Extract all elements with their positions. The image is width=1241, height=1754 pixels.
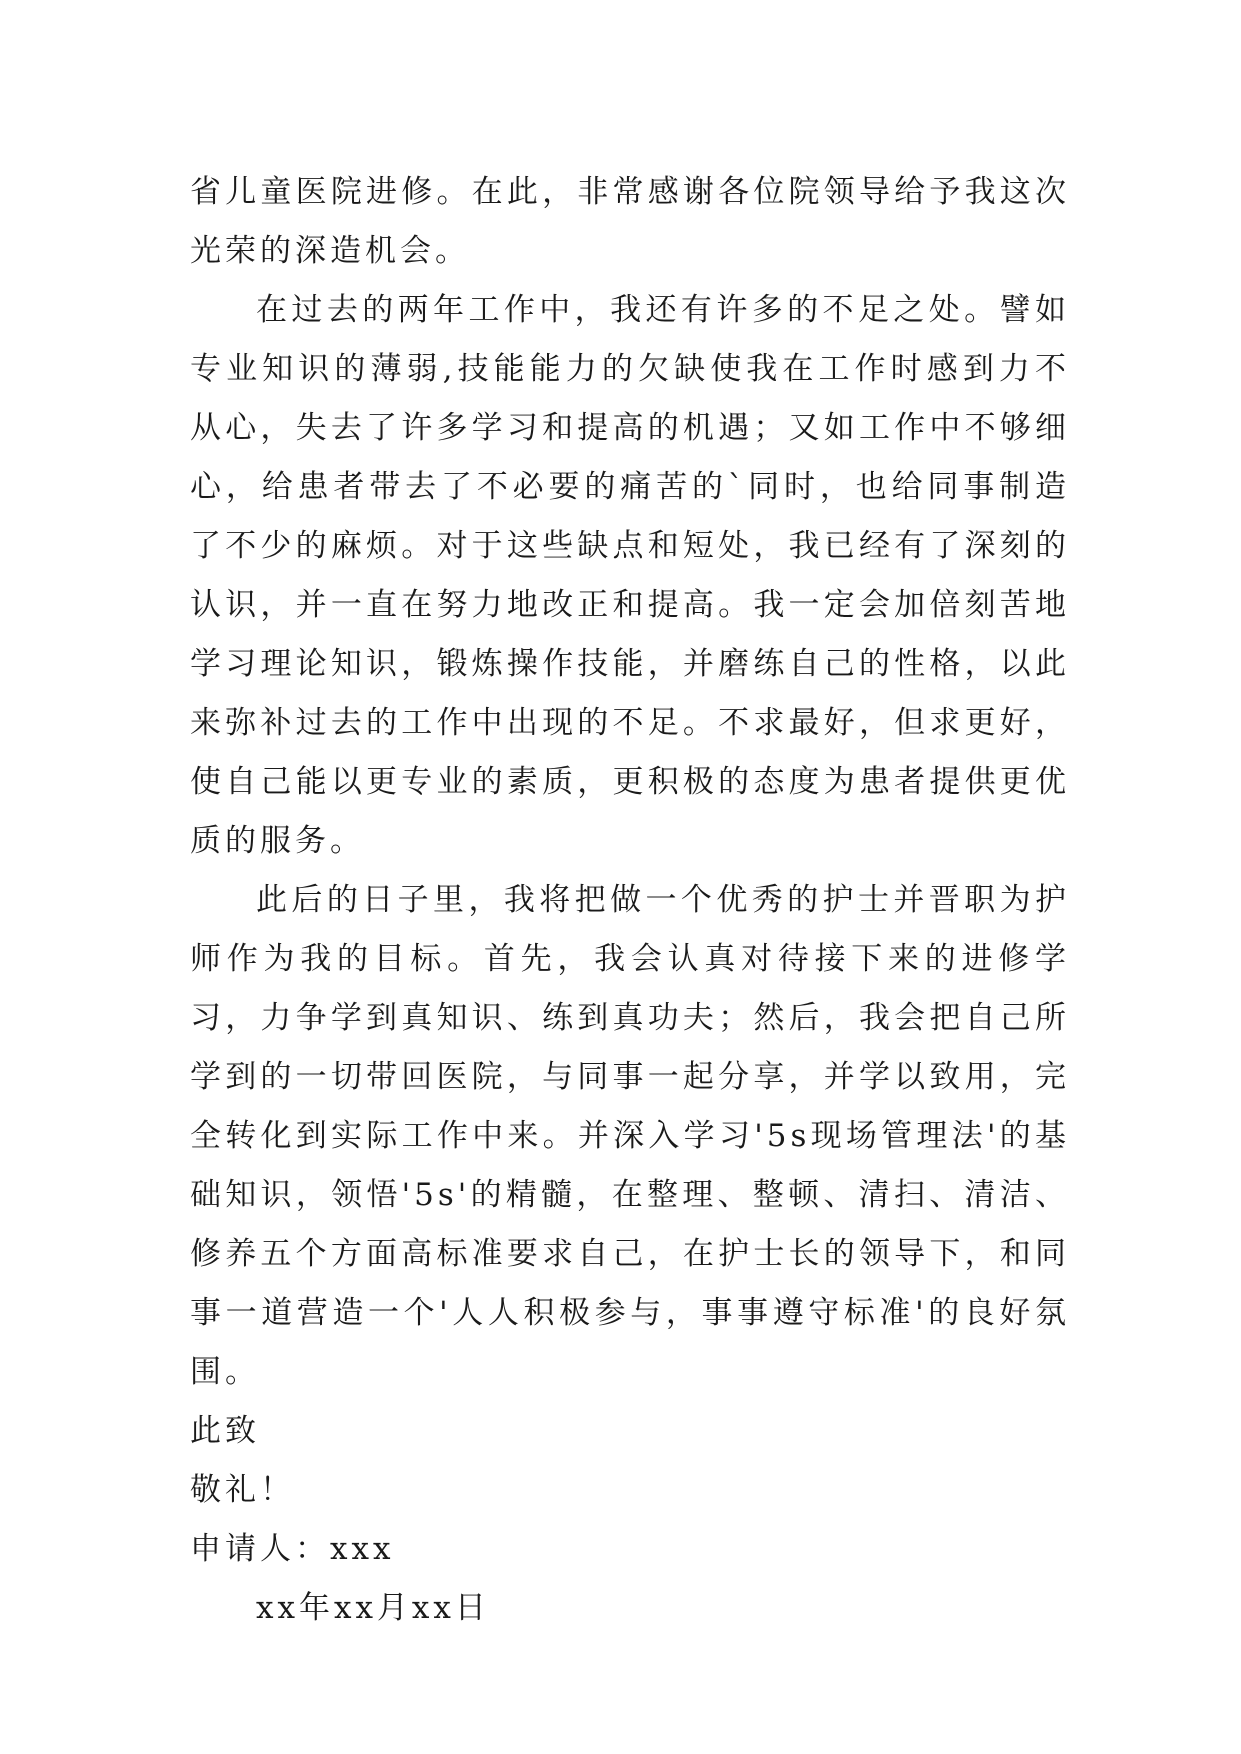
letter-body xyxy=(190,163,1070,1638)
paragraph-intro-continued: 省儿童医院进修。在此，非常感谢各位院领导给予我这次光荣的深造机会。 xyxy=(190,174,1070,269)
applicant-signature: 申请人：xxx xyxy=(190,1531,395,1567)
closing-salutation: 此致 xyxy=(190,1413,260,1449)
paragraph-goals: 此后的日子里，我将把做一个优秀的护士并晋职为护师作为我的目标。首先，我会认真对待接下来的进修学习，力争学到真知识、练到真功夫；然后，我会把自己所学到的一切带回医院，与同事一起分享，并学以致用，完全转化到实际工作中来。并深入学习'5s现场管理法'的基础知识，领悟'5s'的精髓，在整理、整顿、清扫、清洁、修养五个方面高标准要求自己，在护士长的领导下，和同事一道营造一个'人人积极参与，事事遵守标准'的良好氛围。 xyxy=(190,882,1070,1390)
closing-regards: 敬礼！ xyxy=(190,1472,295,1508)
letter-date: xx年xx月xx日 xyxy=(256,1590,490,1626)
paragraph-shortcomings: 在过去的两年工作中，我还有许多的不足之处。譬如专业知识的薄弱,技能能力的欠缺使我在工作时感到力不从心，失去了许多学习和提高的机遇；又如工作中不够细心，给患者带去了不必要的痛苦的`同时，也给同事制造了不少的麻烦。对于这些缺点和短处，我已经有了深刻的认识，并一直在努力地改正和提高。我一定会加倍刻苦地学习理论知识，锻炼操作技能，并磨练自己的性格，以此来弥补过去的工作中出现的不足。不求最好，但求更好，使自己能以更专业的素质，更积极的态度为患者提供更优质的服务。 xyxy=(190,292,1070,859)
